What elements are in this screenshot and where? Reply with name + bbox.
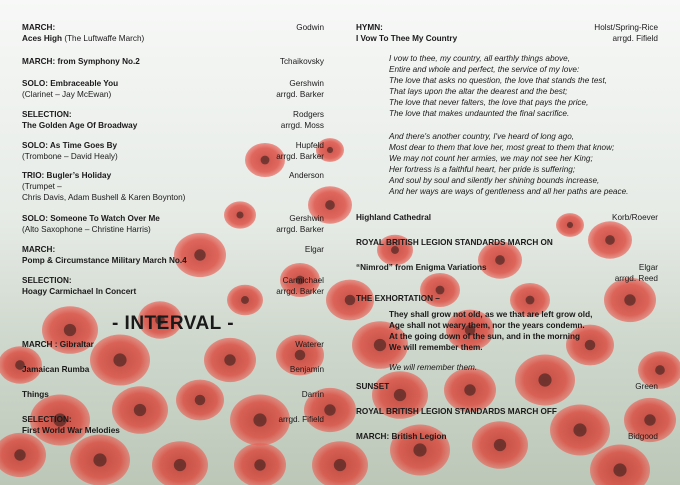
hymn-verse-1 <box>389 53 658 119</box>
verse-line: The love that asks no question, the love that stands the test, <box>389 76 608 85</box>
arranger: arrgd. Barker <box>276 152 324 161</box>
composer: Carmichael <box>282 276 324 285</box>
programme-item <box>356 293 658 304</box>
programme-item <box>22 78 324 100</box>
poppy-center <box>327 147 333 153</box>
item-label: SOLO: As Time Goes By <box>22 141 118 150</box>
poppy-center <box>174 459 186 471</box>
item-title: “Nimrod” from Enigma Variations <box>356 263 487 272</box>
composer: Holst/Spring-Rice <box>594 23 658 32</box>
composer: Bidgood <box>627 432 658 441</box>
soloist: (Trumpet – <box>22 182 62 191</box>
item-title: Hoagy Carmichael In Concert <box>22 287 137 296</box>
item-label: Jamaican Rumba <box>22 365 90 374</box>
item-title: ROYAL BRITISH LEGION STANDARDS MARCH ON <box>356 238 553 247</box>
verse-line: I vow to thee, my country, all earthly things above, <box>389 54 570 63</box>
verse-line: The love that never falters, the love that pays the price, <box>389 98 589 107</box>
composer: Green <box>635 382 658 391</box>
composer: Benjamin <box>289 365 324 374</box>
verse-line: And there's another country, I've heard of long ago, <box>389 132 575 141</box>
interval-heading: - INTERVAL - <box>111 313 235 334</box>
composer: Waterer <box>295 340 324 349</box>
composer: Rodgers <box>293 110 324 119</box>
verse-line: That lays upon the altar the dearest and the best; <box>389 87 568 96</box>
programme-item <box>22 213 324 235</box>
exhortation-response: We will remember them. <box>389 363 478 372</box>
programme-item <box>22 389 324 400</box>
verse-line: And soul by soul and silently her shining bounds increase, <box>389 176 600 185</box>
programme-item <box>22 244 324 266</box>
item-label: SOLO: Embraceable You <box>22 79 119 88</box>
exhortation-line: Age shall not weary them, nor the years condemn. <box>389 321 585 330</box>
poppy-center <box>241 296 249 304</box>
arranger: arrgd. Barker <box>276 225 324 234</box>
programme-item <box>22 140 324 162</box>
verse-line: We may not count her armies, we may not see her King; <box>389 154 593 163</box>
item-title-extra: (The Luftwaffe March) <box>62 34 145 43</box>
poppy-center <box>413 443 426 456</box>
soloist: (Trombone – David Healy) <box>22 152 118 161</box>
composer: Anderson <box>288 171 324 180</box>
programme-item <box>22 275 324 297</box>
poppy-center <box>345 295 356 306</box>
poppy-center <box>254 459 265 470</box>
poppy-center <box>374 339 386 351</box>
composer: Korb/Roever <box>612 213 658 222</box>
arranger: arrgd. Barker <box>276 90 324 99</box>
programme-item <box>356 262 658 284</box>
item-label: MARCH: <box>22 23 56 32</box>
composer: Darrin <box>301 390 324 399</box>
exhortation-line: We will remember them. <box>389 343 483 352</box>
arranger: arrgd. Moss <box>280 121 324 130</box>
item-title: I Vow To Thee My Country <box>356 34 458 43</box>
item-title: Highland Cathedral <box>356 213 432 222</box>
verse-line: Her fortress is a faithful heart, her pride is suffering; <box>389 165 576 174</box>
composer: Elgar <box>304 245 324 254</box>
item-label: MARCH : Gibraltar <box>22 340 94 349</box>
composer: Hupfeld <box>295 141 324 150</box>
item-label: MARCH: <box>22 245 56 254</box>
item-label: SELECTION: <box>22 415 72 424</box>
verse-line: Entire and whole and perfect, the service of my love: <box>389 65 580 74</box>
item-title: The Golden Age Of Broadway <box>22 121 138 130</box>
item-label: SOLO: Someone To Watch Over Me <box>22 214 160 223</box>
item-title: First World War Melodies <box>22 426 120 435</box>
item-label: MARCH: from Symphony No.2 <box>22 57 140 66</box>
composer: Elgar <box>638 263 658 272</box>
soloist: (Alto Saxophone – Christine Harris) <box>22 225 151 234</box>
arranger: arrgd. Fifield <box>278 415 324 424</box>
item-title: ROYAL BRITISH LEGION STANDARDS MARCH OFF <box>356 407 557 416</box>
arranger: arrgd. Fifield <box>612 34 658 43</box>
item-title: SUNSET <box>356 382 390 391</box>
composer: Tchaikovsky <box>279 57 324 66</box>
programme-item <box>22 414 324 436</box>
poppy-center <box>325 200 335 210</box>
poppy-center <box>14 449 25 460</box>
programme-item <box>356 212 658 223</box>
poppy-center <box>295 350 306 361</box>
composer: Gershwin <box>289 79 324 88</box>
programme-item <box>22 339 324 350</box>
item-label: Things <box>22 390 49 399</box>
composer: Gershwin <box>289 214 324 223</box>
item-label: SELECTION: <box>22 110 72 119</box>
exhortation-line: They shall grow not old, as we that are left grow old, <box>389 310 593 319</box>
hymn-item <box>356 22 658 44</box>
item-title: THE EXHORTATION – <box>356 294 440 303</box>
verse-line: Most dear to them that love her, most great to them that know; <box>389 143 615 152</box>
item-title: Aces High <box>22 34 63 43</box>
verse-line: The love that makes undaunted the final sacrifice. <box>389 109 570 118</box>
item-title: Pomp & Circumstance Military March No.4 <box>22 256 187 265</box>
item-label: HYMN: <box>356 23 383 32</box>
soloist-names: Chris Davis, Adam Bushell & Karen Boynton) <box>22 193 186 202</box>
composer: Godwin <box>296 23 324 32</box>
verse-line: And her ways are ways of gentleness and all her paths are peace. <box>389 187 629 196</box>
programme-item <box>356 431 658 442</box>
programme-item <box>356 406 658 417</box>
poppy-center <box>324 404 335 415</box>
item-title: MARCH: British Legion <box>356 432 447 441</box>
item-label: SELECTION: <box>22 276 72 285</box>
item-label: TRIO: Bugler’s Holiday <box>22 171 112 180</box>
soloist: (Clarinet – Jay McEwan) <box>22 90 112 99</box>
programme-item <box>22 22 324 44</box>
poppy-center <box>334 459 346 471</box>
programme-item <box>356 237 658 248</box>
poppy-center <box>613 463 626 476</box>
programme-item <box>356 381 658 392</box>
programme-item <box>22 170 324 203</box>
hymn-verse-2 <box>389 131 658 197</box>
poppy-center <box>93 453 106 466</box>
exhortation-line: At the going down of the sun, and in the morning <box>389 332 581 341</box>
arranger: arrgd. Reed <box>614 274 658 283</box>
exhortation-text <box>389 309 658 353</box>
programme-item <box>22 364 324 375</box>
programme-item <box>22 56 324 67</box>
arranger: arrgd. Barker <box>276 287 324 296</box>
programme-item <box>22 109 324 131</box>
